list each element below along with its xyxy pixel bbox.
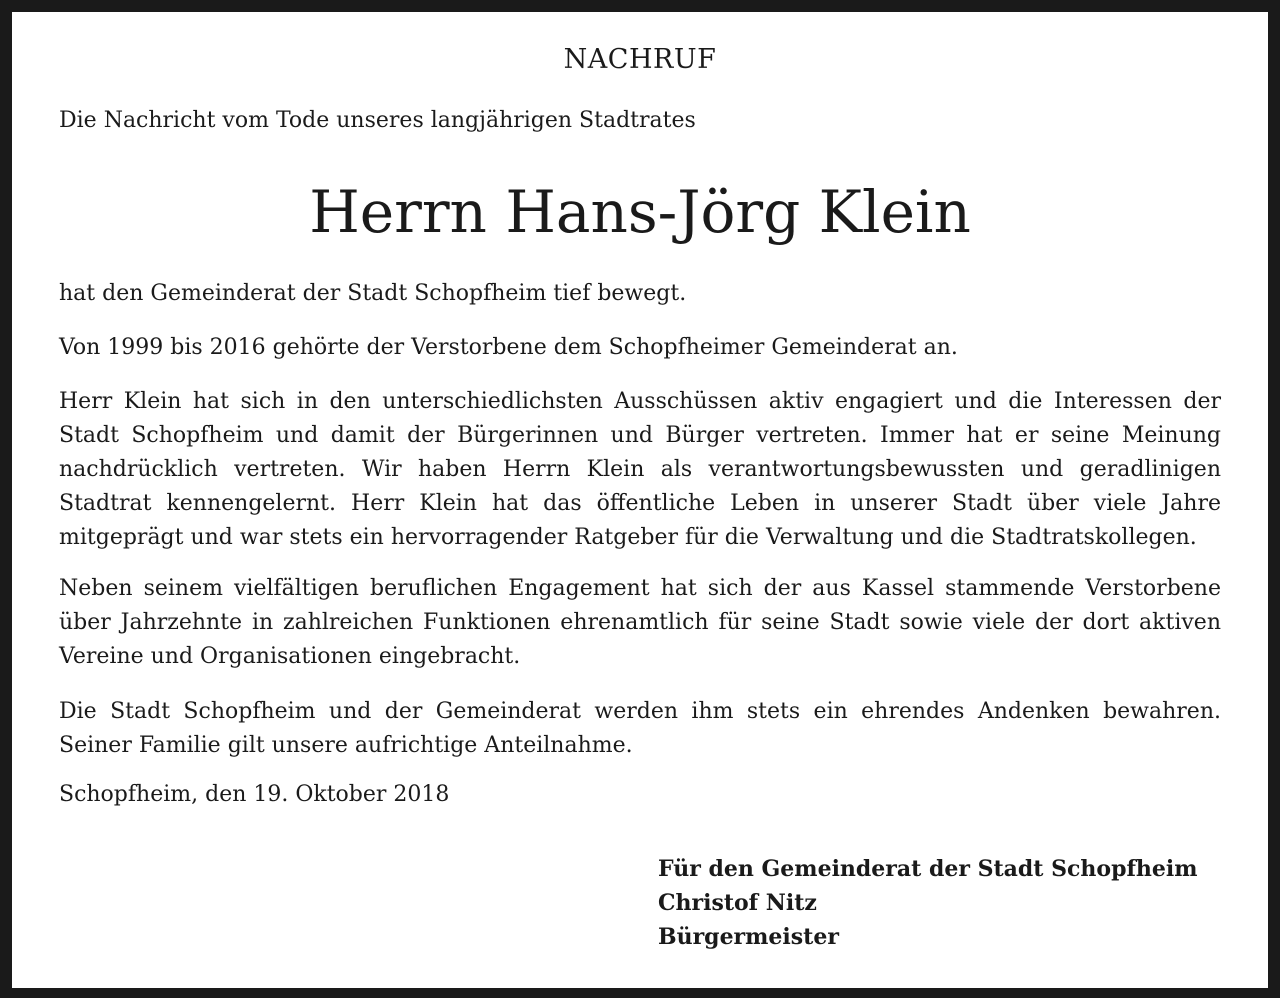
paragraph-5: Die Stadt Schopfheim und der Gemeinderat werden ihm stets ein ehrendes Andenken bewahren. Seiner Familie gilt unsere aufrichtige Anteilnahme. bbox=[59, 699, 1221, 758]
signature-block bbox=[658, 852, 1198, 954]
place-date: Schopfheim, den 19. Oktober 2018 bbox=[59, 782, 450, 807]
paragraph-3: Herr Klein hat sich in den unterschiedlichsten Ausschüssen aktiv engagiert und die Interessen der Stadt Schopfheim und damit der Bürgerinnen und Bürger vertreten. Immer hat er seine Meinung nachdrücklich vertreten. Wir haben Herrn Klein als verantwortungsbewussten und geradlinigen Stadtrat kennengelernt. Herr Klein hat das öffentliche Leben in unserer Stadt über viele Jahre mitgeprägt und war stets ein hervorragender Ratgeber für die Verwaltung und die Stadtratskollegen. bbox=[59, 389, 1221, 550]
deceased-name: Herrn Hans-Jörg Klein bbox=[309, 178, 971, 246]
paragraph-4: Neben seinem vielfältigen beruflichen Engagement hat sich der aus Kassel stammende Verstorbene über Jahrzehnte in zahlreichen Funktionen ehrenamtlich für seine Stadt sowie viele der dort aktiven Vereine und Organisationen eingebracht. bbox=[59, 576, 1221, 669]
signature-title: Bürgermeister bbox=[658, 924, 839, 950]
paragraph-1: hat den Gemeinderat der Stadt Schopfheim tief bewegt. bbox=[59, 281, 687, 306]
intro-line: Die Nachricht vom Tode unseres langjährigen Stadtrates bbox=[59, 108, 696, 133]
paragraph-2: Von 1999 bis 2016 gehörte der Verstorbene dem Schopfheimer Gemeinderat an. bbox=[59, 335, 958, 360]
signature-name: Christof Nitz bbox=[658, 890, 817, 916]
notice-heading: NACHRUF bbox=[563, 44, 717, 75]
signature-organization: Für den Gemeinderat der Stadt Schopfheim bbox=[658, 856, 1198, 882]
